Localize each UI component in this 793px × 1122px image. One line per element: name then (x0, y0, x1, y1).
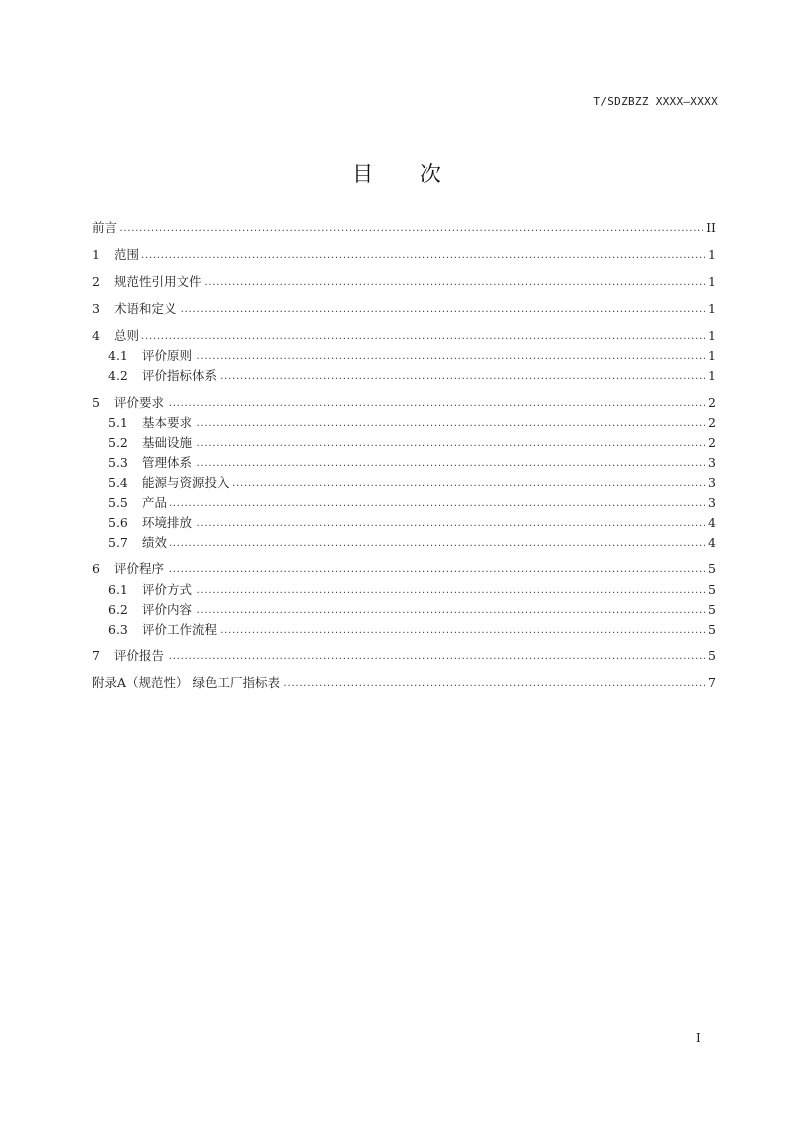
toc-entry-label: 管理体系 (142, 455, 193, 470)
toc-entry-5-1[interactable] (108, 414, 716, 432)
dot-leader (195, 414, 705, 432)
dot-leader (195, 581, 705, 599)
dot-leader (167, 560, 705, 578)
dot-leader (233, 474, 705, 492)
toc-entry-label: 评价方式 (142, 582, 193, 597)
toc-entry-page: 1 (708, 348, 716, 363)
dot-leader (120, 219, 703, 237)
toc-entry-page: 3 (708, 455, 716, 470)
toc-entry-4[interactable] (92, 327, 716, 345)
toc-entry-number: 6.2 (108, 602, 128, 617)
toc-entry-page: 4 (708, 535, 716, 550)
toc-entry-page: 2 (708, 435, 716, 450)
toc-entry-4-1[interactable] (108, 347, 716, 365)
toc-entry-number: 4 (92, 328, 100, 343)
dot-leader (195, 347, 705, 365)
toc-entry-number: 3 (92, 301, 100, 316)
dot-leader (170, 494, 705, 512)
toc-entry-number: 1 (92, 247, 100, 262)
toc-entry-label: 范围 (114, 247, 140, 262)
toc-entry-label: 基本要求 (142, 415, 193, 430)
toc-entry-page: 5 (708, 561, 716, 576)
toc-entry-number: 5.5 (108, 495, 128, 510)
toc-entry-number: 5.1 (108, 415, 128, 430)
toc-entry-label: 评价报告 (114, 648, 165, 663)
toc-entry-annex-a[interactable] (92, 674, 716, 692)
toc-entry-page: 2 (708, 415, 716, 430)
toc-entry-number: 5 (92, 395, 100, 410)
toc-entry-label: 前言 (92, 220, 118, 235)
toc-entry-7[interactable] (92, 647, 716, 665)
toc-entry-number: 6.1 (108, 582, 128, 597)
toc-entry-number: 5.7 (108, 535, 128, 550)
dot-leader (220, 621, 705, 639)
toc-entry-page: 5 (708, 582, 716, 597)
toc-entry-page: 1 (708, 247, 716, 262)
toc-entry-number: 6.3 (108, 622, 128, 637)
toc-entry-5-6[interactable] (108, 514, 716, 532)
toc-entry-page: 3 (708, 475, 716, 490)
dot-leader (195, 454, 705, 472)
dot-leader (195, 601, 705, 619)
dot-leader (195, 434, 705, 452)
toc-entry-label: 基础设施 (142, 435, 193, 450)
dot-leader (195, 514, 705, 532)
page-number: I (696, 1031, 701, 1045)
toc-entry-number: 5.3 (108, 455, 128, 470)
toc-entry-5[interactable] (92, 394, 716, 412)
dot-leader (167, 647, 705, 665)
dot-leader (205, 273, 705, 291)
toc-entry-label: 附录A（规范性） 绿色工厂指标表 (92, 675, 281, 690)
toc-entry-label: 评价程序 (114, 561, 165, 576)
toc-entry-5-3[interactable] (108, 454, 716, 472)
toc-entry-page: 2 (708, 395, 716, 410)
toc-entry-label: 能源与资源投入 (142, 475, 230, 490)
toc-entry-2[interactable] (92, 273, 716, 291)
toc-entry-label: 评价工作流程 (142, 622, 218, 637)
toc-entry-6[interactable] (92, 560, 716, 578)
toc-entry-label: 环境排放 (142, 515, 193, 530)
toc-entry-6-1[interactable] (108, 581, 716, 599)
toc-entry-page: 1 (708, 274, 716, 289)
toc-entry-page: 5 (708, 622, 716, 637)
dot-leader (220, 367, 705, 385)
toc-entry-number: 7 (92, 648, 100, 663)
toc-entry-4-2[interactable] (108, 367, 716, 385)
dot-leader (142, 327, 705, 345)
toc-entry-number: 6 (92, 561, 100, 576)
dot-leader (142, 246, 705, 264)
toc-entry-6-2[interactable] (108, 601, 716, 619)
toc-entry-label: 评价要求 (114, 395, 165, 410)
toc-entry-5-5[interactable] (108, 494, 716, 512)
toc-entry-3[interactable] (92, 300, 716, 318)
toc-entry-page: 5 (708, 648, 716, 663)
toc-entry-label: 评价内容 (142, 602, 193, 617)
toc-entry-page: 5 (708, 602, 716, 617)
toc-entry-label: 评价指标体系 (142, 368, 218, 383)
toc-entry-5-4[interactable] (108, 474, 716, 492)
toc-entry-number: 5.2 (108, 435, 128, 450)
toc-entry-page: 1 (708, 301, 716, 316)
toc-entry-foreword[interactable] (92, 219, 716, 237)
toc-entry-number: 5.4 (108, 475, 128, 490)
toc-entry-6-3[interactable] (108, 621, 716, 639)
toc-entry-label: 绩效 (142, 535, 168, 550)
toc-entry-page: 4 (708, 515, 716, 530)
toc-entry-page: 3 (708, 495, 716, 510)
dot-leader (180, 300, 705, 318)
toc-entry-page: II (706, 220, 716, 235)
toc-entry-5-7[interactable] (108, 534, 716, 552)
toc-entry-number: 2 (92, 274, 100, 289)
toc-entry-1[interactable] (92, 246, 716, 264)
toc-entry-page: 1 (708, 368, 716, 383)
toc-entry-number: 4.1 (108, 348, 128, 363)
toc-entry-label: 产品 (142, 495, 168, 510)
toc-entry-5-2[interactable] (108, 434, 716, 452)
toc-entry-label: 总则 (114, 328, 140, 343)
toc-entry-label: 术语和定义 (114, 301, 177, 316)
dot-leader (283, 674, 705, 692)
dot-leader (167, 394, 705, 412)
toc-title: 目 次 (352, 162, 461, 186)
dot-leader (170, 534, 705, 552)
toc-entry-page: 1 (708, 328, 716, 343)
toc-entry-label: 评价原则 (142, 348, 193, 363)
toc-entry-page: 7 (708, 675, 716, 690)
toc-entry-label: 规范性引用文件 (114, 274, 202, 289)
document-code: T/SDZBZZ XXXX—XXXX (593, 95, 718, 108)
toc-entry-number: 5.6 (108, 515, 128, 530)
toc-entry-number: 4.2 (108, 368, 128, 383)
